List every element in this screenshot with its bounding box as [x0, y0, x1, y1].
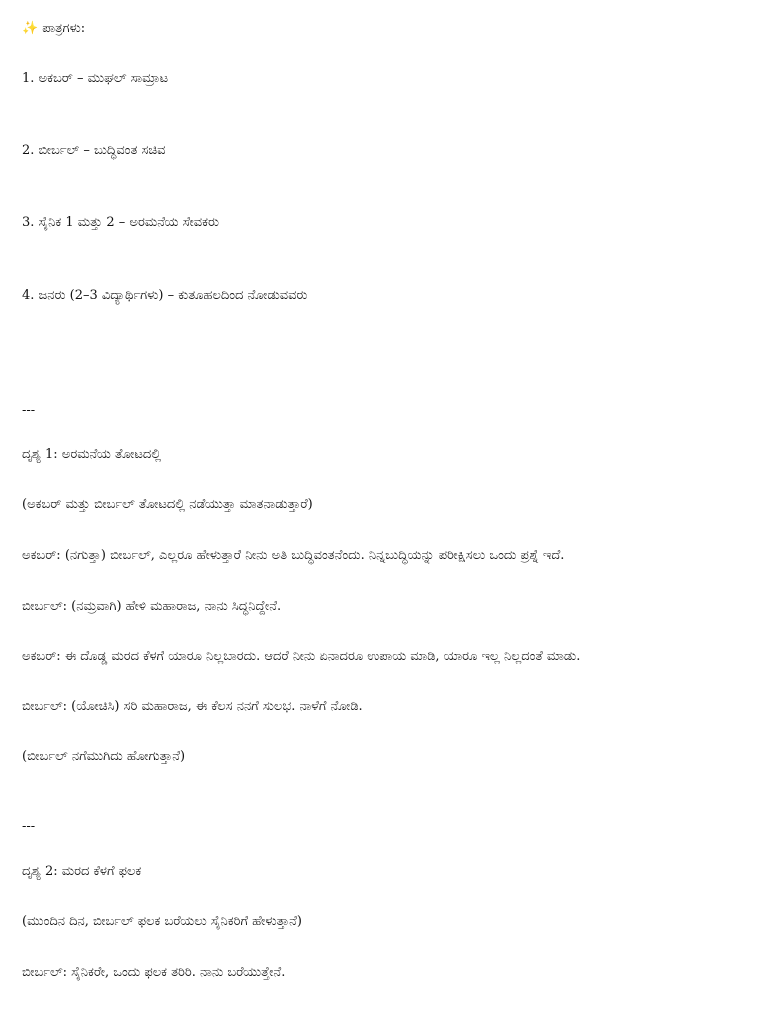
- scene2-title: ದೃಶ್ಯ 2: ಮರದ ಕೆಳಗೆ ಫಲಕ: [22, 864, 142, 879]
- scene2-dialogue-birbal-1: ಬೀರ್ಬಲ್: ಸೈನಿಕರೇ, ಒಂದು ಫಲಕ ತರಿರಿ. ನಾನು ಬರೆಯುತ್ತೇನೆ.: [22, 965, 286, 980]
- character-item-soldiers: 3. ಸೈನಿಕ 1 ಮತ್ತು 2 – ಅರಮನೆಯ ಸೇವಕರು: [22, 215, 219, 230]
- scene1-dialogue-akbar-2: ಅಕಬರ್: ಈ ದೊಡ್ಡ ಮರದ ಕೆಳಗೆ ಯಾರೂ ನಿಲ್ಲಬಾರದು. ಆದರೆ ನೀನು ಏನಾದರೂ ಉಪಾಯ ಮಾಡಿ, ಯಾರೂ ಇಲ್ಲ ನಿಲ್ಲದಂತೆ ಮಾಡು.: [22, 649, 581, 664]
- scene1-dialogue-birbal-2: ಬೀರ್ಬಲ್: (ಯೋಚಿಸಿ) ಸರಿ ಮಹಾರಾಜ, ಈ ಕೆಲಸ ನನಗೆ ಸುಲಭ. ನಾಳೆಗೆ ನೋಡಿ.: [22, 699, 363, 714]
- separator-1: ---: [22, 403, 36, 418]
- character-item-people: 4. ಜನರು (2–3 ವಿದ್ಯಾರ್ಥಿಗಳು) – ಕುತೂಹಲದಿಂದ ನೋಡುವವರು: [22, 288, 308, 303]
- characters-heading: [22, 20, 85, 38]
- scene1-dialogue-birbal-1: ಬೀರ್ಬಲ್: (ನಮ್ರವಾಗಿ) ಹೇಳಿ ಮಹಾರಾಜ, ನಾನು ಸಿದ್ಧನಿದ್ದೇನೆ.: [22, 599, 282, 614]
- scene1-dialogue-akbar-1: ಅಕಬರ್: (ನಗುತ್ತಾ) ಬೀರ್ಬಲ್, ಎಲ್ಲರೂ ಹೇಳುತ್ತಾರೆ ನೀನು ಅತಿ ಬುದ್ಧಿವಂತನೆಂದು. ನಿನ್ನಬುದ್ಧಿಯನ್ನು ಪರೀಕ್ಷಿಸಲು ಒಂದು ಪ್ರಶ್ನೆ ಇದೆ.: [22, 548, 565, 563]
- character-item-akbar: 1. ಅಕಬರ್ – ಮುಘಲ್ ಸಾಮ್ರಾಟ: [22, 71, 169, 86]
- sparkles-icon: ✨: [22, 21, 39, 36]
- scene1-stage-direction: (ಅಕಬರ್ ಮತ್ತು ಬೀರ್ಬಲ್ ತೋಟದಲ್ಲಿ ನಡೆಯುತ್ತಾ ಮಾತನಾಡುತ್ತಾರೆ): [22, 497, 313, 512]
- scene2-stage-direction: (ಮುಂದಿನ ದಿನ, ಬೀರ್ಬಲ್ ಫಲಕ ಬರೆಯಲು ಸೈನಿಕರಿಗೆ ಹೇಳುತ್ತಾನೆ): [22, 914, 302, 929]
- scene1-stage-direction-exit: (ಬೀರ್ಬಲ್ ನಗೆಮುಗಿದು ಹೋಗುತ್ತಾನೆ): [22, 749, 186, 764]
- separator-2: ---: [22, 819, 36, 834]
- characters-heading-text: ಪಾತ್ರಗಳು:: [42, 21, 86, 36]
- scene1-title: ದೃಶ್ಯ 1: ಅರಮನೆಯ ತೋಟದಲ್ಲಿ: [22, 447, 162, 462]
- character-item-birbal: 2. ಬೀರ್ಬಲ್ – ಬುದ್ಧಿವಂತ ಸಚಿವ: [22, 143, 166, 158]
